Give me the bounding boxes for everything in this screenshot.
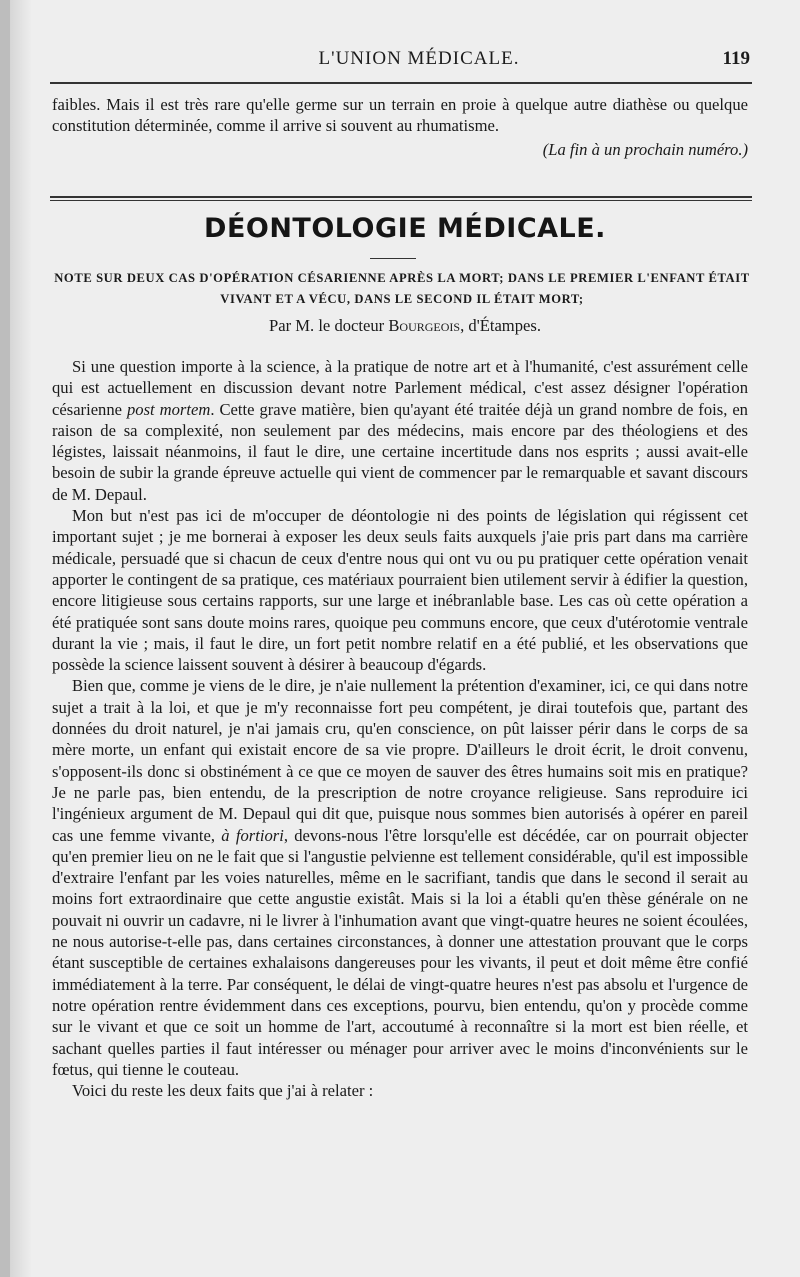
running-title: L'UNION MÉDICALE. [318, 48, 520, 69]
article-title: DÉONTOLOGIE MÉDICALE. [204, 213, 606, 244]
paragraph-3 [52, 675, 748, 1080]
page-header [88, 48, 750, 78]
author-name: Bourgeois [388, 316, 461, 335]
paragraph-3-italic: à fortiori [221, 825, 284, 845]
previous-article-end [52, 94, 748, 160]
paragraph-1 [52, 356, 748, 505]
header-rule [50, 82, 752, 84]
title-underline [370, 258, 416, 259]
paragraph-3-text-a: Bien que, comme je viens de le dire, je n'aie nullement la prétention d'examiner, ici, ce qui dans notre sujet a trait à la loi, et que je m'y reconnaisse fort peu compétent, je dirai toutefois que, partant des données du droit naturel, je n'ai jamais cru, qu'en conscience, on pût laisser périr dans le corps de sa mère morte, un enfant qui existait encore de sa vie propre. D'ailleurs le droit écrit, le droit convenu, s'opposent-ils donc si obstinément à ce que ce moyen de sauver des êtres humains soit mis en pratique? Je ne parle pas, bien entendu, de la prescription de notre croyance religieuse. Sans reproduire ici l'ingénieux argument de M. Depaul qui dit que, puisque nous sommes bien autorisés à opérer en pareil cas une femme vivante, [52, 676, 748, 845]
article-body [52, 356, 748, 1101]
section-rule-bottom [50, 200, 752, 201]
paragraph-2: Mon but n'est pas ici de m'occuper de déontologie ni des points de législation qui régissent cet important sujet ; je me bornerai à exposer les deux seuls faits auxquels j'aie pris part dans ma carrière médicale, persuadé que si chacun de ceux d'entre nous qui ont vu ou pu pratiquer cette opération venait apporter le contingent de sa pratique, ces matériaux pourraient bien utilement servir à édifier la question, encore litigieuse sous certains rapports, sur une large et inébranlable base. Les cas où cette opération a été pratiquée sont sans doute moins rares, quoique peu communs encore, que ceux d'utérotomie ventrale durant la vie ; mais, il faut le dire, un fort petit nombre relatif en a été publié, et les observations que possède la science laissent souvent à désirer à beaucoup d'égards. [52, 506, 748, 675]
article-author [10, 316, 800, 336]
author-prefix: Par M. le docteur [269, 316, 389, 335]
author-suffix: , d'Étampes. [460, 316, 541, 335]
continuation-note: (La fin à un prochain numéro.) [542, 139, 748, 159]
paragraph-4: Voici du reste les deux faits que j'ai à relater : [72, 1081, 374, 1101]
paragraph-1-italic: post mortem [127, 399, 211, 419]
paragraph-1-text-b: . Cette grave matière, bien qu'ayant été traitée déjà un grand nombre de fois, en raison de sa complexité, non seulement par des médecins, mais encore par des théologiens et des légistes, laissait néanmoins, il faut le dire, une certaine incertitude dans nos esprits ; aussi avait-elle besoin de subir la grande épreuve actuelle qui vient de commencer par le remarquable et savant discours de M. Depaul. [52, 399, 748, 504]
previous-article-text: faibles. Mais il est très rare qu'elle germe sur un terrain en proie à quelque autre diathèse ou quelque constitution déterminée, comme il arrive si souvent au rhumatisme. [52, 95, 748, 136]
page-number: 119 [722, 48, 750, 69]
newspaper-page [10, 0, 800, 1277]
section-rule-top [50, 196, 752, 198]
paragraph-3-text-b: , devons-nous l'être lorsqu'elle est décédée, car on pourrait objecter qu'en premier lieu on ne le fait que si l'angustie pelvienne est tellement considérable, qu'il est impossible d'extraire l'enfant par les voies naturelles, même en le sacrifiant, tandis que dans le second il serait au moins fort extraordinaire que cette angustie existât. Mais si la loi a établi qu'en thèse générale on ne pouvait ni ouvrir un cadavre, ni le livrer à l'inhumation avant que vingt-quatre heures ne soient écoulées, ne nous autorise-t-elle pas, dans certaines circonstances, à donner une attestation prouvant que le corps étant susceptible de certaines exhalaisons dangereuses pour les vivants, il peut et doit même être confié immédiatement à la terre. Par conséquent, le délai de vingt-quatre heures n'est pas absolu et l'urgence de notre opération rentre évidemment dans ces exceptions, pourvu, bien entendu, qu'on y procède comme sur le vivant et que ce soit un homme de l'art, accoutumé à reconnaître si la mort est bien réelle, et sachant quelles parties il faut intéresser ou ménager pour arriver avec le moins d'inconvénients sur le fœtus, qui tienne le couteau. [52, 825, 748, 1079]
paragraph-1-text-a: Si une question importe à la science, à la pratique de notre art et à l'humanité, c'est assurément celle qui est actuellement en discussion devant notre Parlement médical, c'est assez désigner l'opération césarienne [52, 357, 748, 419]
article-subtitle: NOTE SUR DEUX CAS D'OPÉRATION CÉSARIENNE APRÈS LA MORT; DANS LE PREMIER L'ENFANT ÉTAIT VIVANT ET A VÉCU, DANS LE SECOND IL ÉTAIT MORT; [54, 271, 750, 306]
